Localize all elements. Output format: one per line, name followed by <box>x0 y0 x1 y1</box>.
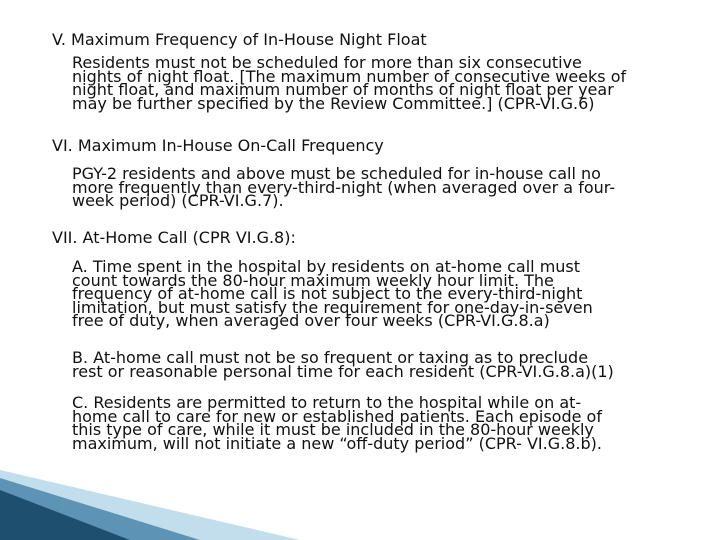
text-line: frequency of at-home call is not subject to the every-third-night <box>72 284 583 303</box>
text-line: Residents must not be scheduled for more than six consecutive <box>72 53 582 72</box>
text-line: night float, and maximum number of months of night float per year <box>72 80 614 99</box>
text-line: more frequently than every-third-night (when averaged over a four- <box>72 177 616 197</box>
section-heading-at-home-call: VII. At-Home Call (CPR VI.G.8): <box>52 228 296 247</box>
text-line: count towards the 80-hour maximum weekly hour limit. The <box>72 270 554 290</box>
text-line: maximum, will not initiate a new “off-duty period” (CPR- VI.G.8.b). <box>72 433 602 453</box>
paragraph-at-home-call-b <box>72 348 614 381</box>
text-line: limitation, but must satisfy the requirement for one-day-in-seven <box>72 297 593 317</box>
text-line: may be further specified by the Review Committee.] (CPR-VI.G.6) <box>72 93 595 113</box>
corner-accent-decoration <box>0 450 720 540</box>
section-heading-on-call-frequency: VI. Maximum In-House On-Call Frequency <box>52 136 384 155</box>
text-line: this type of care, while it must be included in the 80-hour weekly <box>72 420 594 439</box>
paragraph-at-home-call-c <box>72 393 602 453</box>
text-line: nights of night float. [The maximum number of consecutive weeks of <box>72 66 627 86</box>
text-line: rest or reasonable personal time for each resident (CPR-VI.G.8.a)(1) <box>72 361 614 381</box>
text-line: A. Time spent in the hospital by residents on at-home call must <box>72 257 581 276</box>
paragraph-at-home-call-a <box>72 257 593 330</box>
text-line: week period) (CPR-VI.G.7). <box>72 191 284 210</box>
paragraph-night-float <box>72 53 627 113</box>
paragraph-on-call-frequency <box>72 164 616 210</box>
text-line: C. Residents are permitted to return to the hospital while on at- <box>72 393 582 412</box>
text-line: PGY-2 residents and above must be scheduled for in-house call no <box>72 164 601 183</box>
section-heading-night-float: V. Maximum Frequency of In-House Night Float <box>52 30 427 49</box>
text-line: free of duty, when averaged over four weeks (CPR-VI.G.8.a) <box>72 311 550 330</box>
text-line: home call to care for new or established patients. Each episode of <box>72 406 602 426</box>
text-line: B. At-home call must not be so frequent or taxing as to preclude <box>72 348 589 367</box>
